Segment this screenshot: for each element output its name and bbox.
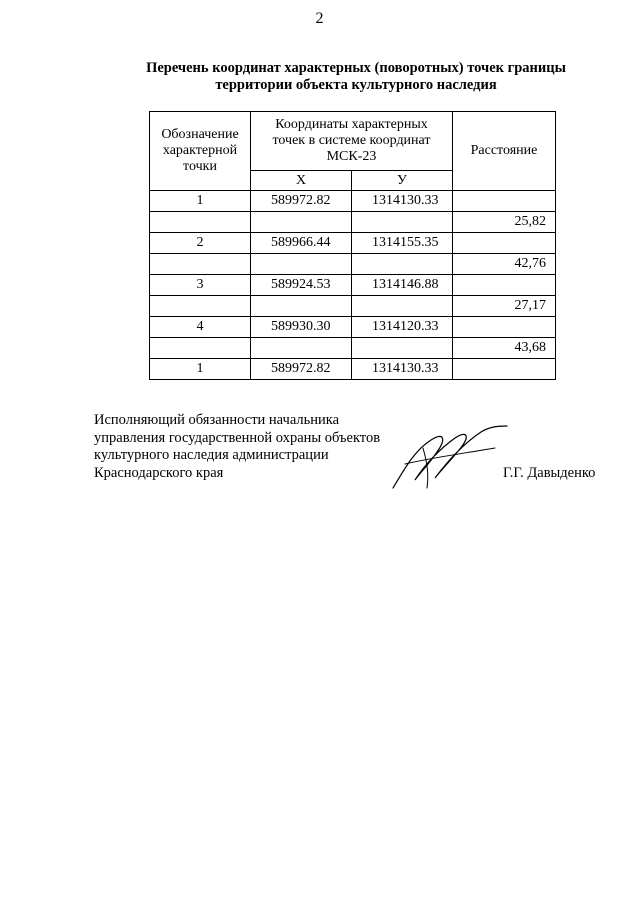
cell-y: 1314120.33 [352, 317, 453, 338]
signatory-name: Г.Г. Давыденко [503, 465, 596, 481]
cell-y: 1314146.88 [352, 275, 453, 296]
cell-y [352, 338, 453, 359]
table-row [150, 338, 556, 359]
title-line-2: территории объекта культурного наследия [215, 77, 497, 93]
cell-x: 589972.82 [251, 191, 352, 212]
table-row [150, 296, 556, 317]
cell-point: 1 [150, 191, 251, 212]
cell-x [251, 338, 352, 359]
table-row [150, 317, 556, 338]
cell-x: 589924.53 [251, 275, 352, 296]
header-x: Х [251, 171, 352, 191]
cell-x: 589972.82 [251, 359, 352, 380]
table-header-row [150, 112, 556, 171]
table-row [150, 254, 556, 275]
cell-distance: 27,17 [453, 296, 556, 317]
position-line: Исполняющий обязанности начальника [94, 412, 340, 428]
table-body [150, 191, 556, 380]
header-coordinates [251, 112, 453, 171]
header-coords-line: МСК-23 [326, 149, 377, 164]
cell-distance: 43,68 [453, 338, 556, 359]
page-number: 2 [315, 10, 324, 27]
table-row [150, 212, 556, 233]
cell-x [251, 212, 352, 233]
cell-x: 589966.44 [251, 233, 352, 254]
cell-y: 1314155.35 [352, 233, 453, 254]
cell-point: 2 [150, 233, 251, 254]
header-y: У [352, 171, 453, 191]
cell-distance [453, 317, 556, 338]
position-line: культурного наследия администрации [94, 447, 329, 463]
cell-y: 1314130.33 [352, 191, 453, 212]
cell-distance [453, 191, 556, 212]
position-line: Краснодарского края [94, 464, 224, 481]
document-title [108, 60, 604, 94]
table-row [150, 233, 556, 254]
cell-distance: 25,82 [453, 212, 556, 233]
handwritten-signature [385, 418, 510, 490]
cell-point [150, 296, 251, 317]
table-row [150, 191, 556, 212]
table-row [150, 359, 556, 380]
cell-y [352, 296, 453, 317]
table-row [150, 275, 556, 296]
header-coords-line: Координаты характерных [275, 117, 428, 132]
cell-point: 4 [150, 317, 251, 338]
cell-y [352, 212, 453, 233]
header-point-line: точки [183, 159, 217, 174]
cell-distance [453, 233, 556, 254]
cell-distance: 42,76 [453, 254, 556, 275]
cell-y: 1314130.33 [352, 359, 453, 380]
header-distance: Расстояние [453, 112, 556, 191]
cell-point: 1 [150, 359, 251, 380]
cell-point [150, 212, 251, 233]
title-line-1: Перечень координат характерных (поворотных) точек границы [146, 60, 566, 76]
cell-distance [453, 359, 556, 380]
cell-point: 3 [150, 275, 251, 296]
cell-x [251, 254, 352, 275]
coordinates-table [149, 111, 556, 380]
cell-x: 589930.30 [251, 317, 352, 338]
position-line: управления государственной охраны объектов [94, 429, 381, 446]
header-point-designation [150, 112, 251, 191]
cell-distance [453, 275, 556, 296]
header-coords-line: точек в системе координат [272, 133, 431, 148]
cell-point [150, 338, 251, 359]
cell-x [251, 296, 352, 317]
signatory-position [94, 412, 380, 482]
cell-y [352, 254, 453, 275]
header-point-line: характерной [162, 143, 238, 158]
cell-point [150, 254, 251, 275]
header-point-line: Обозначение [161, 127, 239, 142]
